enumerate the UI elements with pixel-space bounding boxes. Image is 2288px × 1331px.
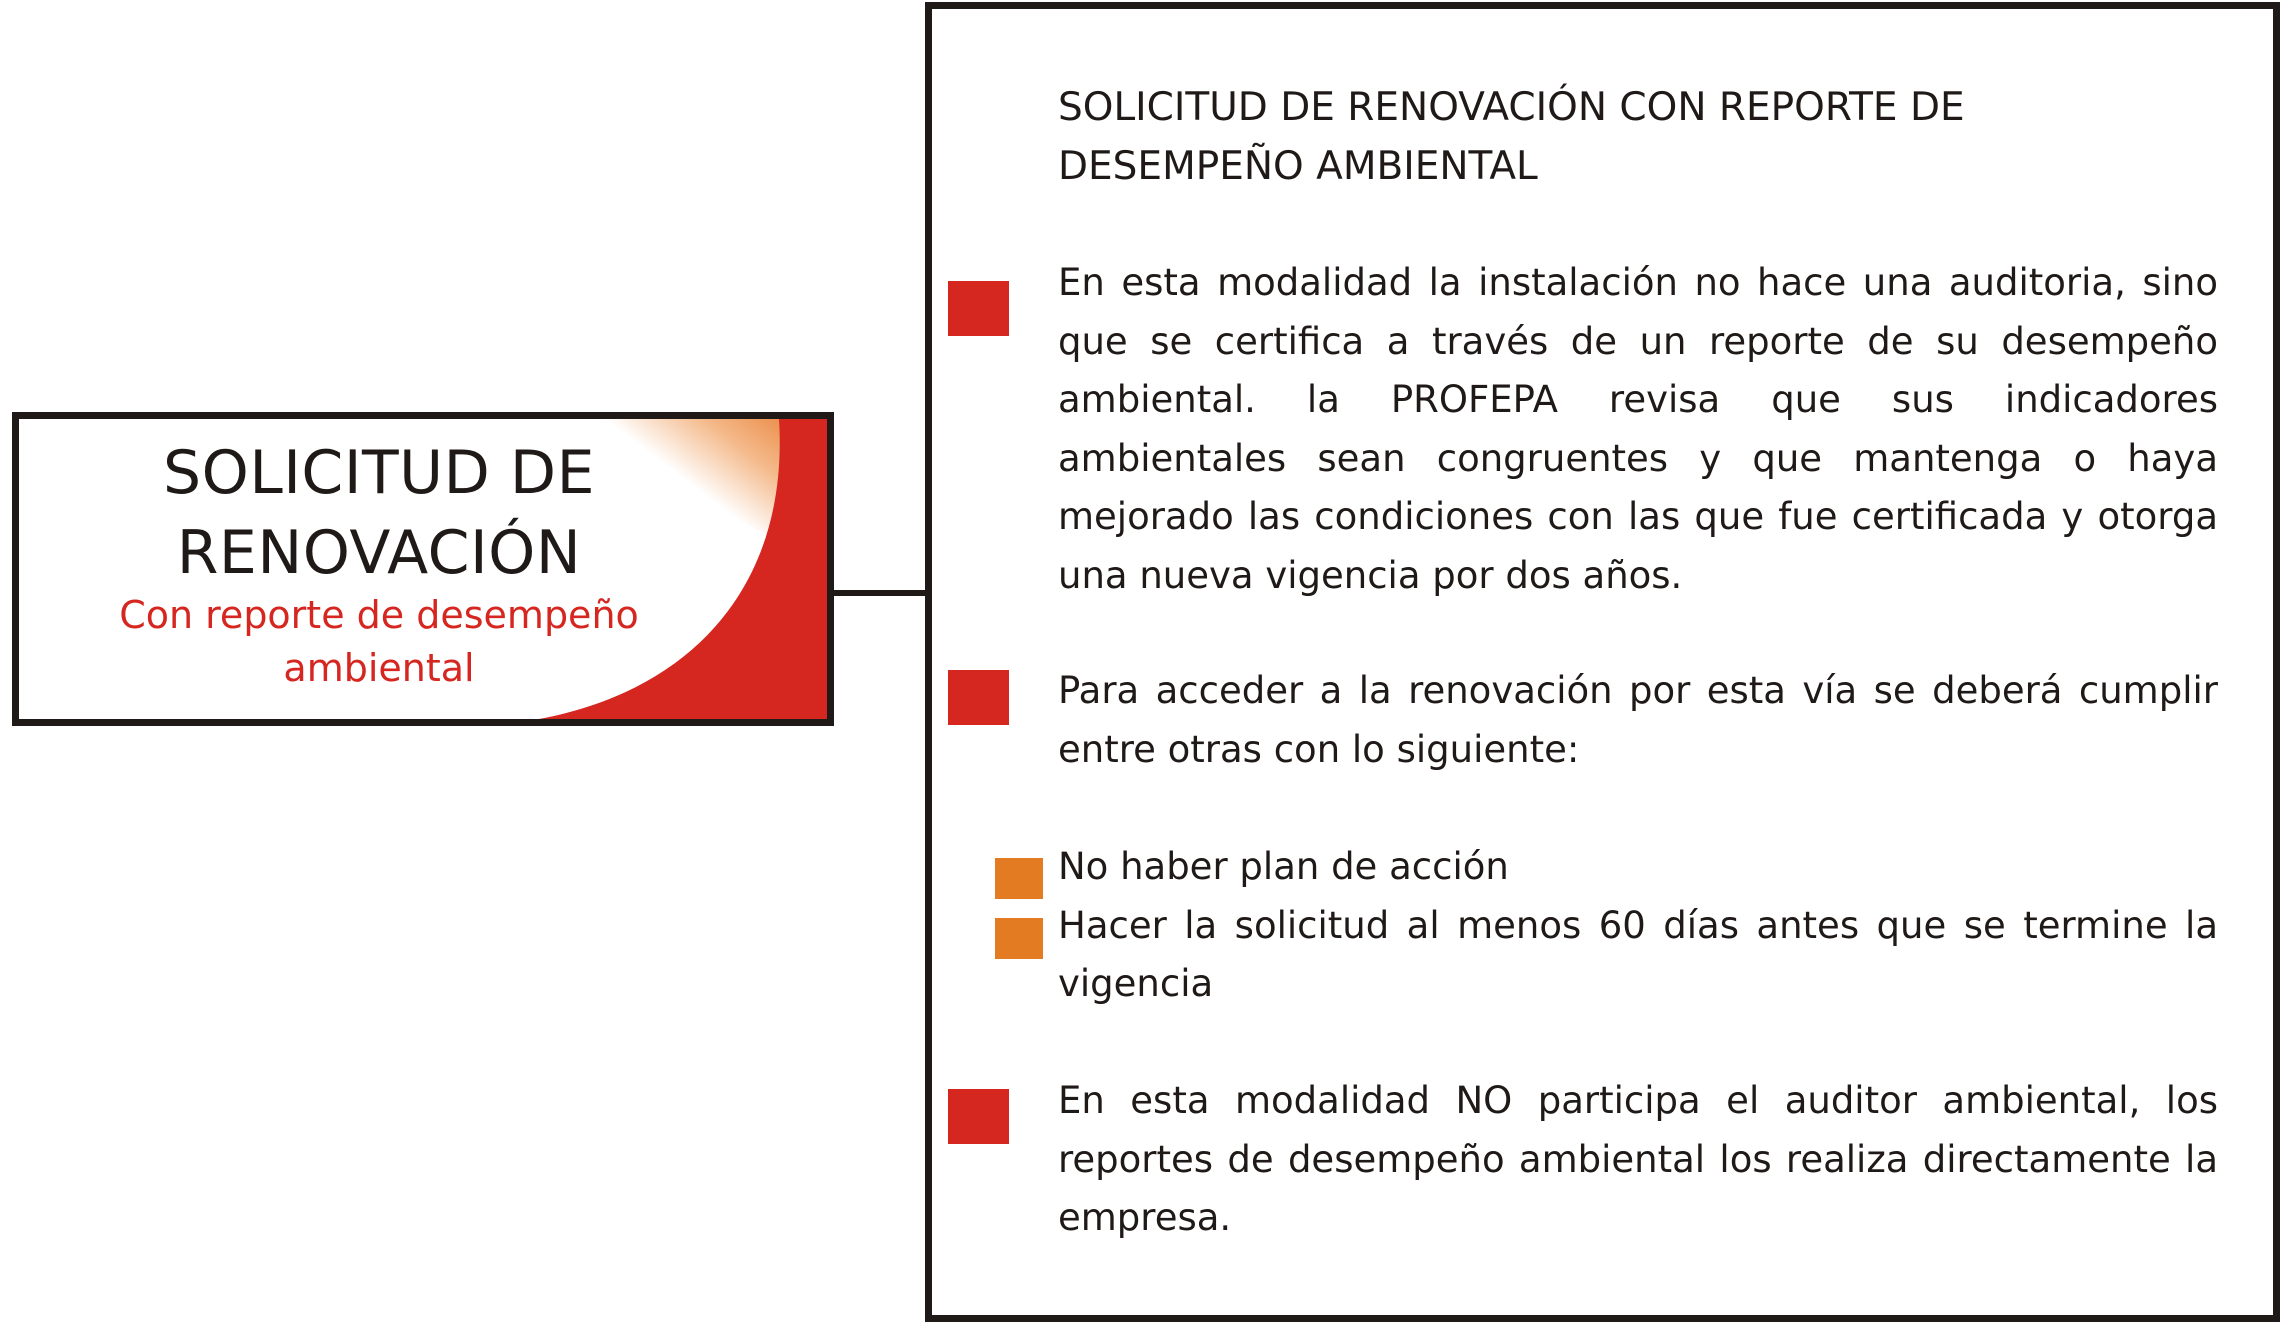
card-title: [19, 433, 739, 593]
title-card: [12, 412, 834, 726]
content-heading: [1058, 78, 2218, 196]
sub-list-item: No haber plan de acción: [1058, 845, 1509, 888]
red-square-bullet-icon: [948, 1089, 1009, 1144]
card-subtitle-line-1: Con reporte de desempeño: [119, 593, 639, 637]
card-title-line-2: RENOVACIÓN: [176, 518, 582, 588]
red-square-bullet-icon: [948, 281, 1009, 336]
content-heading-line-1: SOLICITUD DE RENOVACIÓN CON REPORTE DE: [1058, 85, 1965, 130]
sub-list: [1058, 838, 2218, 1014]
bullet-paragraph-3: En esta modalidad NO participa el auditor ambiental, los reportes de desempeño ambiental los realiza directamente la empresa.: [1058, 1079, 2218, 1239]
card-subtitle-line-2: ambiental: [283, 646, 475, 690]
connector-line: [827, 590, 927, 596]
orange-square-bullet-icon: [995, 858, 1043, 899]
card-title-line-1: SOLICITUD DE: [163, 438, 595, 508]
content-heading-line-2: DESEMPEÑO AMBIENTAL: [1058, 144, 1538, 189]
sub-list-item: Hacer la solicitud al menos 60 días antes que se termine la vigencia: [1058, 903, 2218, 1005]
bullet-paragraph-1: En esta modalidad la instalación no hace una auditoria, sino que se certifica a través de un reporte de su desempeño ambiental. la PROFEPA revisa que sus indicadores ambientales sean congruentes y que mantenga o haya mejorado las condiciones con las que fue certificada y otorga una nueva vigencia por dos años.: [1058, 261, 2218, 597]
card-subtitle: [19, 589, 739, 695]
red-square-bullet-icon: [948, 670, 1009, 725]
bullet-paragraph-2: Para acceder a la renovación por esta vía se deberá cumplir entre otras con lo siguiente:: [1058, 669, 2218, 771]
orange-square-bullet-icon: [995, 918, 1043, 959]
